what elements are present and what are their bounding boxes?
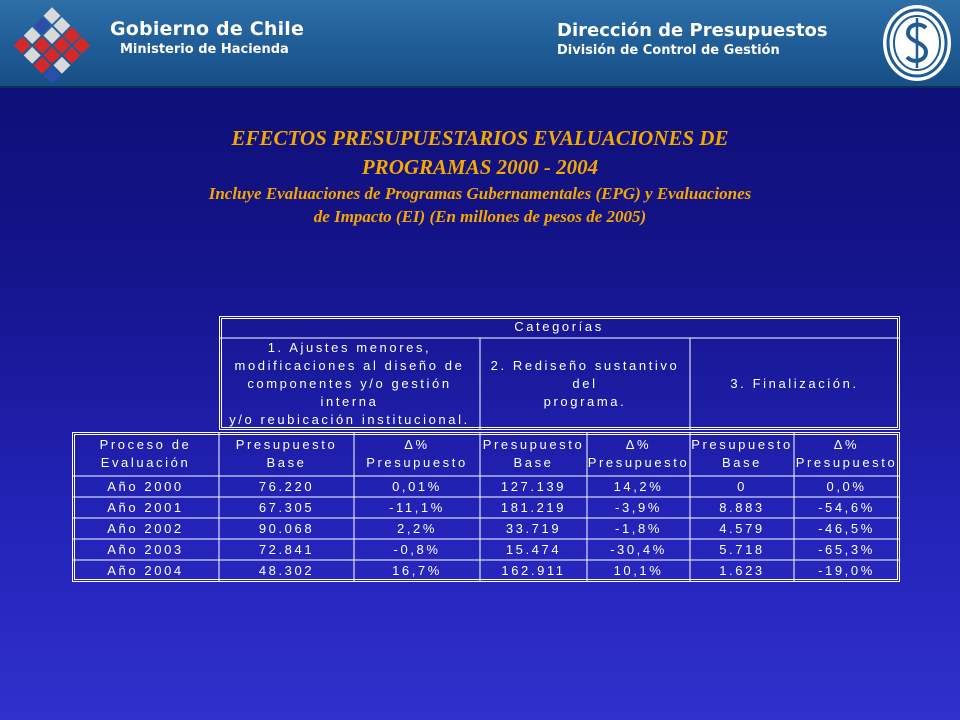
title-block — [60, 124, 900, 228]
table-cell-r1-c6: 0 — [737, 478, 747, 494]
table-cell-r5-c4: 162.911 — [501, 562, 566, 578]
category-header-1: 1. Ajustes menores, modificaciones al diseño de componentes y/o gestión interna y/o reubicación institucional. — [229, 339, 470, 427]
table-cell-r3-c6: 4.579 — [719, 520, 765, 536]
row-label-1: Año 2000 — [107, 478, 184, 494]
table-cell-r3-c3: 2,2% — [396, 520, 438, 536]
table-cell-r4-c5: -30,4% — [610, 541, 667, 557]
subtitle-line-2: de Impacto (EI) (En millones de pesos de 2005) — [313, 207, 647, 226]
table-cell-r4-c4: 15.474 — [505, 541, 562, 557]
directorate-title: Dirección de Presupuestos — [557, 20, 828, 41]
column-header-3: Δ% Presupuesto — [366, 437, 468, 470]
table-cell-r1-c3: 0,01% — [392, 478, 442, 494]
category-header-2: 2. Rediseño sustantivo del programa. — [490, 357, 680, 409]
table-cell-r2-c4: 181.219 — [500, 499, 567, 515]
table-cell-r5-c6: 1.623 — [719, 562, 765, 578]
table-cell-r5-c3: 16,7% — [392, 562, 442, 578]
table-cell-r2-c2: 67.305 — [258, 499, 315, 515]
table-cell-r4-c7: -65,3% — [818, 541, 875, 557]
row-label-5: Año 2004 — [107, 562, 184, 578]
table-cell-r4-c6: 5.718 — [719, 541, 765, 557]
division-subtitle: División de Control de Gestión — [557, 43, 780, 58]
column-header-4: Presupuesto Base — [482, 437, 585, 470]
column-header-7: Δ% Presupuesto — [795, 437, 898, 470]
table-cell-r2-c3: -11,1% — [389, 499, 445, 515]
table-cell-r2-c5: -3,9% — [615, 499, 662, 515]
table-cell-r5-c2: 48.302 — [258, 562, 315, 578]
table-cell-r2-c6: 8.883 — [719, 499, 765, 515]
table-cell-r5-c7: -19,0% — [818, 562, 875, 578]
row-label-3: Año 2002 — [107, 520, 184, 536]
categories-header: Categorías — [514, 319, 604, 334]
row-label-4: Año 2003 — [107, 541, 184, 557]
main-title-line-2: PROGRAMAS 2000 - 2004 — [361, 155, 599, 179]
table-cell-r2-c7: -54,6% — [818, 499, 875, 515]
table-cell-r4-c2: 72.841 — [258, 541, 315, 557]
table-cell-r3-c7: -46,5% — [818, 520, 875, 536]
column-header-1: Proceso de Evaluación — [99, 437, 192, 470]
column-header-6: Presupuesto Base — [691, 437, 793, 470]
table-cell-r1-c5: 14,2% — [613, 478, 664, 494]
ministry-subtitle: Ministerio de Hacienda — [120, 42, 289, 57]
column-header-2: Presupuesto Base — [235, 437, 338, 470]
chile-government-logo-icon — [4, 4, 100, 84]
table-cell-r3-c4: 33.719 — [505, 520, 562, 536]
table-cell-r5-c5: 10,1% — [613, 562, 664, 578]
table-cell-r1-c2: 76.220 — [258, 478, 315, 494]
table-cell-r1-c4: 127.139 — [500, 478, 567, 494]
dipres-seal-icon — [878, 2, 956, 84]
main-title-line-1: EFECTOS PRESUPUESTARIOS EVALUACIONES DE — [231, 126, 729, 150]
table-cell-r3-c2: 90.068 — [258, 520, 315, 536]
table-cell-r4-c3: -0,8% — [393, 541, 441, 557]
table-cell-r1-c7: 0,0% — [826, 478, 867, 494]
category-header-3: 3. Finalización. — [730, 375, 859, 391]
government-title: Gobierno de Chile — [110, 18, 305, 40]
table-cell-r3-c5: -1,8% — [615, 520, 662, 536]
row-label-2: Año 2001 — [107, 499, 184, 515]
subtitle-line-1: Incluye Evaluaciones de Programas Gubernamentales (EPG) y Evaluaciones — [208, 184, 752, 203]
column-header-5: Δ% Presupuesto — [587, 437, 690, 470]
header-banner — [0, 0, 960, 88]
